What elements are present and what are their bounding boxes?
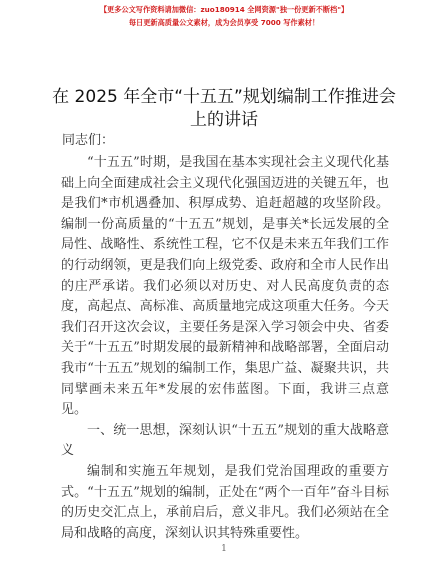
- document-title-line-1: 在 2025 年全市“十五五”规划编制工作推进会: [52, 87, 396, 107]
- promo-banner: [0, 4, 448, 29]
- document-title-line-2: 上的讲话: [190, 110, 258, 130]
- document-body: [61, 153, 389, 544]
- promo-banner-line-2: 每日更新高质量公文素材，成为会员享受 7000 写作素材！: [128, 18, 320, 27]
- document-title: [40, 86, 408, 132]
- section-heading-1: 一、统一思想，深刻认识“十五五”规划的重大战略意义: [61, 422, 389, 459]
- page-number: 1: [221, 544, 227, 554]
- paragraph-section-1: 编制和实施五年规划，是我们党治国理政的重要方式。“十五五”规划的编制，正处在“两个一百年”奋斗目标的历史交汇点上，承前启后，意义非凡。我们必须站在全局和战略的高度，深刻认识其特殊重要性。: [61, 463, 389, 541]
- salutation: 同志们：: [62, 133, 115, 148]
- promo-banner-line-1: 【更多公文写作资料请加微信：zuo180914 全网资源"独一份更新不断档"】: [99, 5, 349, 14]
- paragraph-intro: “十五五”时期，是我国在基本实现社会主义现代化基础上向全面建成社会主义现代化强国迈进的关键五年，也是我们*市机遇叠加、积厚成势、追赶超越的攻坚阶段。编制一份高质量的“十五五”规划，是事关*长远发展的全局性、战略性、系统性工程，它不仅是未来五年我们工作的行动纲领，更是我们向上级党委、政府和全市人民作出的庄严承诺。我们必须以对历史、对人民高度负责的态度，高起点、高标准、高质量地完成这项重大任务。今天我们召开这次会议，主要任务是深入学习领会中央、省委关于“十五五”时期发展的最新精神和战略部署，全面启动我市“十五五”规划的编制工作，集思广益、凝聚共识，共同擘画未来五年*发展的宏伟蓝图。下面，我讲三点意见。: [61, 155, 389, 418]
